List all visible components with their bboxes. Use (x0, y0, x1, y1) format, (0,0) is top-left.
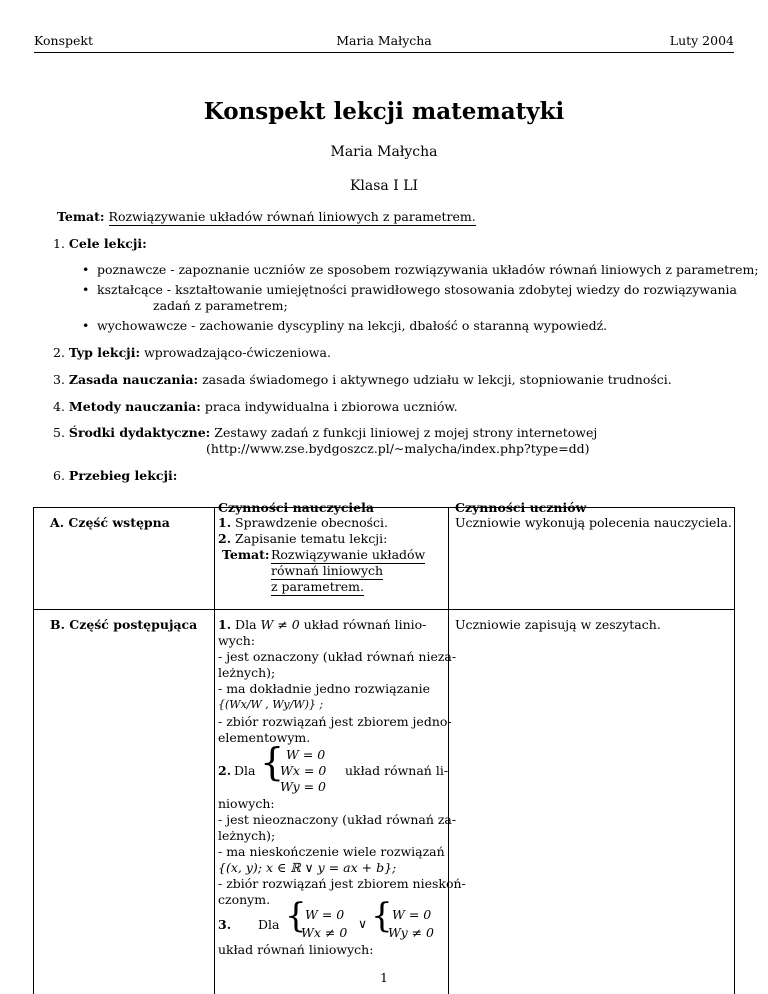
table-row-divider (33, 609, 735, 610)
table-left-border (33, 507, 34, 994)
case-1-line (218, 617, 443, 634)
header-right: Luty 2004 (669, 33, 734, 48)
lesson-topic-box (222, 547, 270, 564)
section-text: praca indywidualna i zbiorowa uczniów. (204, 399, 458, 414)
math-expression: W ≠ 0 (260, 617, 300, 632)
step-number: 1. (218, 617, 232, 632)
text-line: - zbiór rozwiązań jest zbiorem nieskoń- (218, 876, 466, 891)
step-number: 2. (218, 531, 232, 546)
section-6 (53, 468, 177, 483)
section-5-url: (http://www.zse.bydgoszcz.pl/∼malycha/index.php?type=dd) (206, 441, 590, 456)
section-label: Środki dydaktyczne: (68, 425, 211, 440)
student-activity: Uczniowie zapisują w zeszytach. (455, 617, 661, 632)
lesson-topic-line (271, 579, 364, 596)
system-equation: Wx = 0 (280, 763, 327, 778)
text: Dla (234, 763, 256, 778)
table-col-divider (448, 507, 449, 994)
solution-set-formula: {(x, y); x ∈ ℝ ∨ y = ax + b}; (218, 860, 397, 875)
section-text: wprowadzająco-ćwiczeniowa. (144, 345, 331, 360)
topic-label: Temat: (222, 547, 270, 562)
section-5 (53, 425, 597, 440)
author-name: Maria Małycha (330, 144, 438, 160)
section-number: 6. (53, 468, 65, 483)
bullet-item: • poznawcze - zapoznanie uczniów ze sposobem rozwiązywania układów równań liniowych z parametrem; (97, 262, 759, 277)
topic-text: Rozwiązywanie układów (271, 547, 426, 562)
step-text: Sprawdzenie obecności. (235, 515, 389, 530)
document-title: Konspekt lekcji matematyki (203, 98, 565, 125)
teacher-column-header: Czynności nauczyciela (218, 500, 374, 515)
student-activity: Uczniowie wykonują polecenia nauczyciela. (455, 515, 732, 530)
step-number: 2. (218, 763, 232, 778)
topic-line (57, 209, 476, 224)
system-brace: { (260, 740, 285, 784)
text-line: niowych: (218, 796, 275, 811)
step-number: 3. (218, 917, 232, 932)
section-number: 1. (53, 236, 65, 251)
solution-set-formula: {(Wx/W , Wy/W)} ; (218, 698, 324, 711)
teacher-step (218, 515, 388, 532)
system-brace: { (285, 896, 307, 936)
text-line: - jest nieoznaczony (układ równań za- (218, 812, 457, 827)
section-number: 2. (53, 345, 65, 360)
topic-text: z parametrem. (271, 579, 364, 594)
topic-text: Rozwiązywanie układów równań liniowych z parametrem. (108, 209, 476, 224)
section-number: 4. (53, 399, 65, 414)
topic-text: równań liniowych (271, 563, 384, 578)
bullet-item: • kształcące - kształtowanie umiejętności prawidłowego stosowania zdobytej wiedzy do rozwiązywania (97, 282, 737, 297)
text-line: wych: (218, 633, 256, 648)
text-line: - jest oznaczony (układ równań nieza- (218, 649, 457, 664)
section-3 (53, 372, 672, 387)
section-text: zasada świadomego i aktywnego udziału w lekcji, stopniowanie trudności. (202, 372, 672, 387)
section-label: Zasada nauczania: (68, 372, 199, 387)
lesson-topic-line (271, 563, 383, 580)
topic-label: Temat: (57, 209, 105, 224)
text: układ równań linio- (303, 617, 427, 632)
header-rule (34, 52, 734, 53)
system-equation: Wx ≠ 0 (301, 925, 348, 940)
text-line: leżnych); (218, 665, 276, 680)
text-line: - ma nieskończenie wiele rozwiązań (218, 844, 445, 859)
text-line: leżnych); (218, 828, 276, 843)
text-line: - zbiór rozwiązań jest zbiorem jedno- (218, 714, 452, 729)
part-b-label: B. Część postępująca (50, 617, 198, 632)
part-a-label: A. Część wstępna (50, 515, 170, 530)
section-label: Przebieg lekcji: (68, 468, 178, 483)
bullet-item-continuation: zadań z parametrem; (153, 298, 288, 313)
table-top-border (33, 507, 735, 508)
table-col-divider (214, 507, 215, 994)
table-right-border (734, 507, 735, 994)
class-name: Klasa I LI (349, 178, 419, 194)
text-line: czonym. (218, 892, 271, 907)
section-2 (53, 345, 331, 360)
page-number: 1 (380, 970, 388, 985)
section-label: Typ lekcji: (68, 345, 141, 360)
section-1 (53, 236, 147, 251)
system-equation: Wy = 0 (280, 779, 327, 794)
section-4 (53, 399, 458, 414)
or-symbol: ∨ (358, 916, 368, 931)
lesson-topic-line (271, 547, 425, 564)
section-number: 5. (53, 425, 65, 440)
system-brace: { (371, 896, 393, 936)
step-text: Zapisanie tematu lekcji: (235, 531, 388, 546)
text: układ równań li- (345, 763, 449, 778)
text-line: układ równań liniowych: (218, 942, 374, 957)
system-equation: W = 0 (305, 907, 345, 922)
text-line: elementowym. (218, 730, 311, 745)
system-equation: Wy ≠ 0 (388, 925, 435, 940)
teacher-step (218, 531, 387, 548)
system-equation: W = 0 (286, 747, 326, 762)
text-line: - ma dokładnie jedno rozwiązanie (218, 681, 431, 696)
section-label: Cele lekcji: (68, 236, 147, 251)
text: Dla (235, 617, 257, 632)
step-number: 1. (218, 515, 232, 530)
bullet-item: • wychowawcze - zachowanie dyscypliny na lekcji, dbałość o staranną wypowiedź. (97, 318, 607, 333)
section-text: Zestawy zadań z funkcji liniowej z mojej strony internetowej (214, 425, 598, 440)
header-center: Maria Małycha (336, 33, 432, 48)
system-equation: W = 0 (392, 907, 432, 922)
section-number: 3. (53, 372, 65, 387)
text: Dla (258, 917, 280, 932)
student-column-header: Czynności uczniów (455, 500, 587, 515)
section-label: Metody nauczania: (68, 399, 201, 414)
header-left: Konspekt (34, 33, 93, 48)
